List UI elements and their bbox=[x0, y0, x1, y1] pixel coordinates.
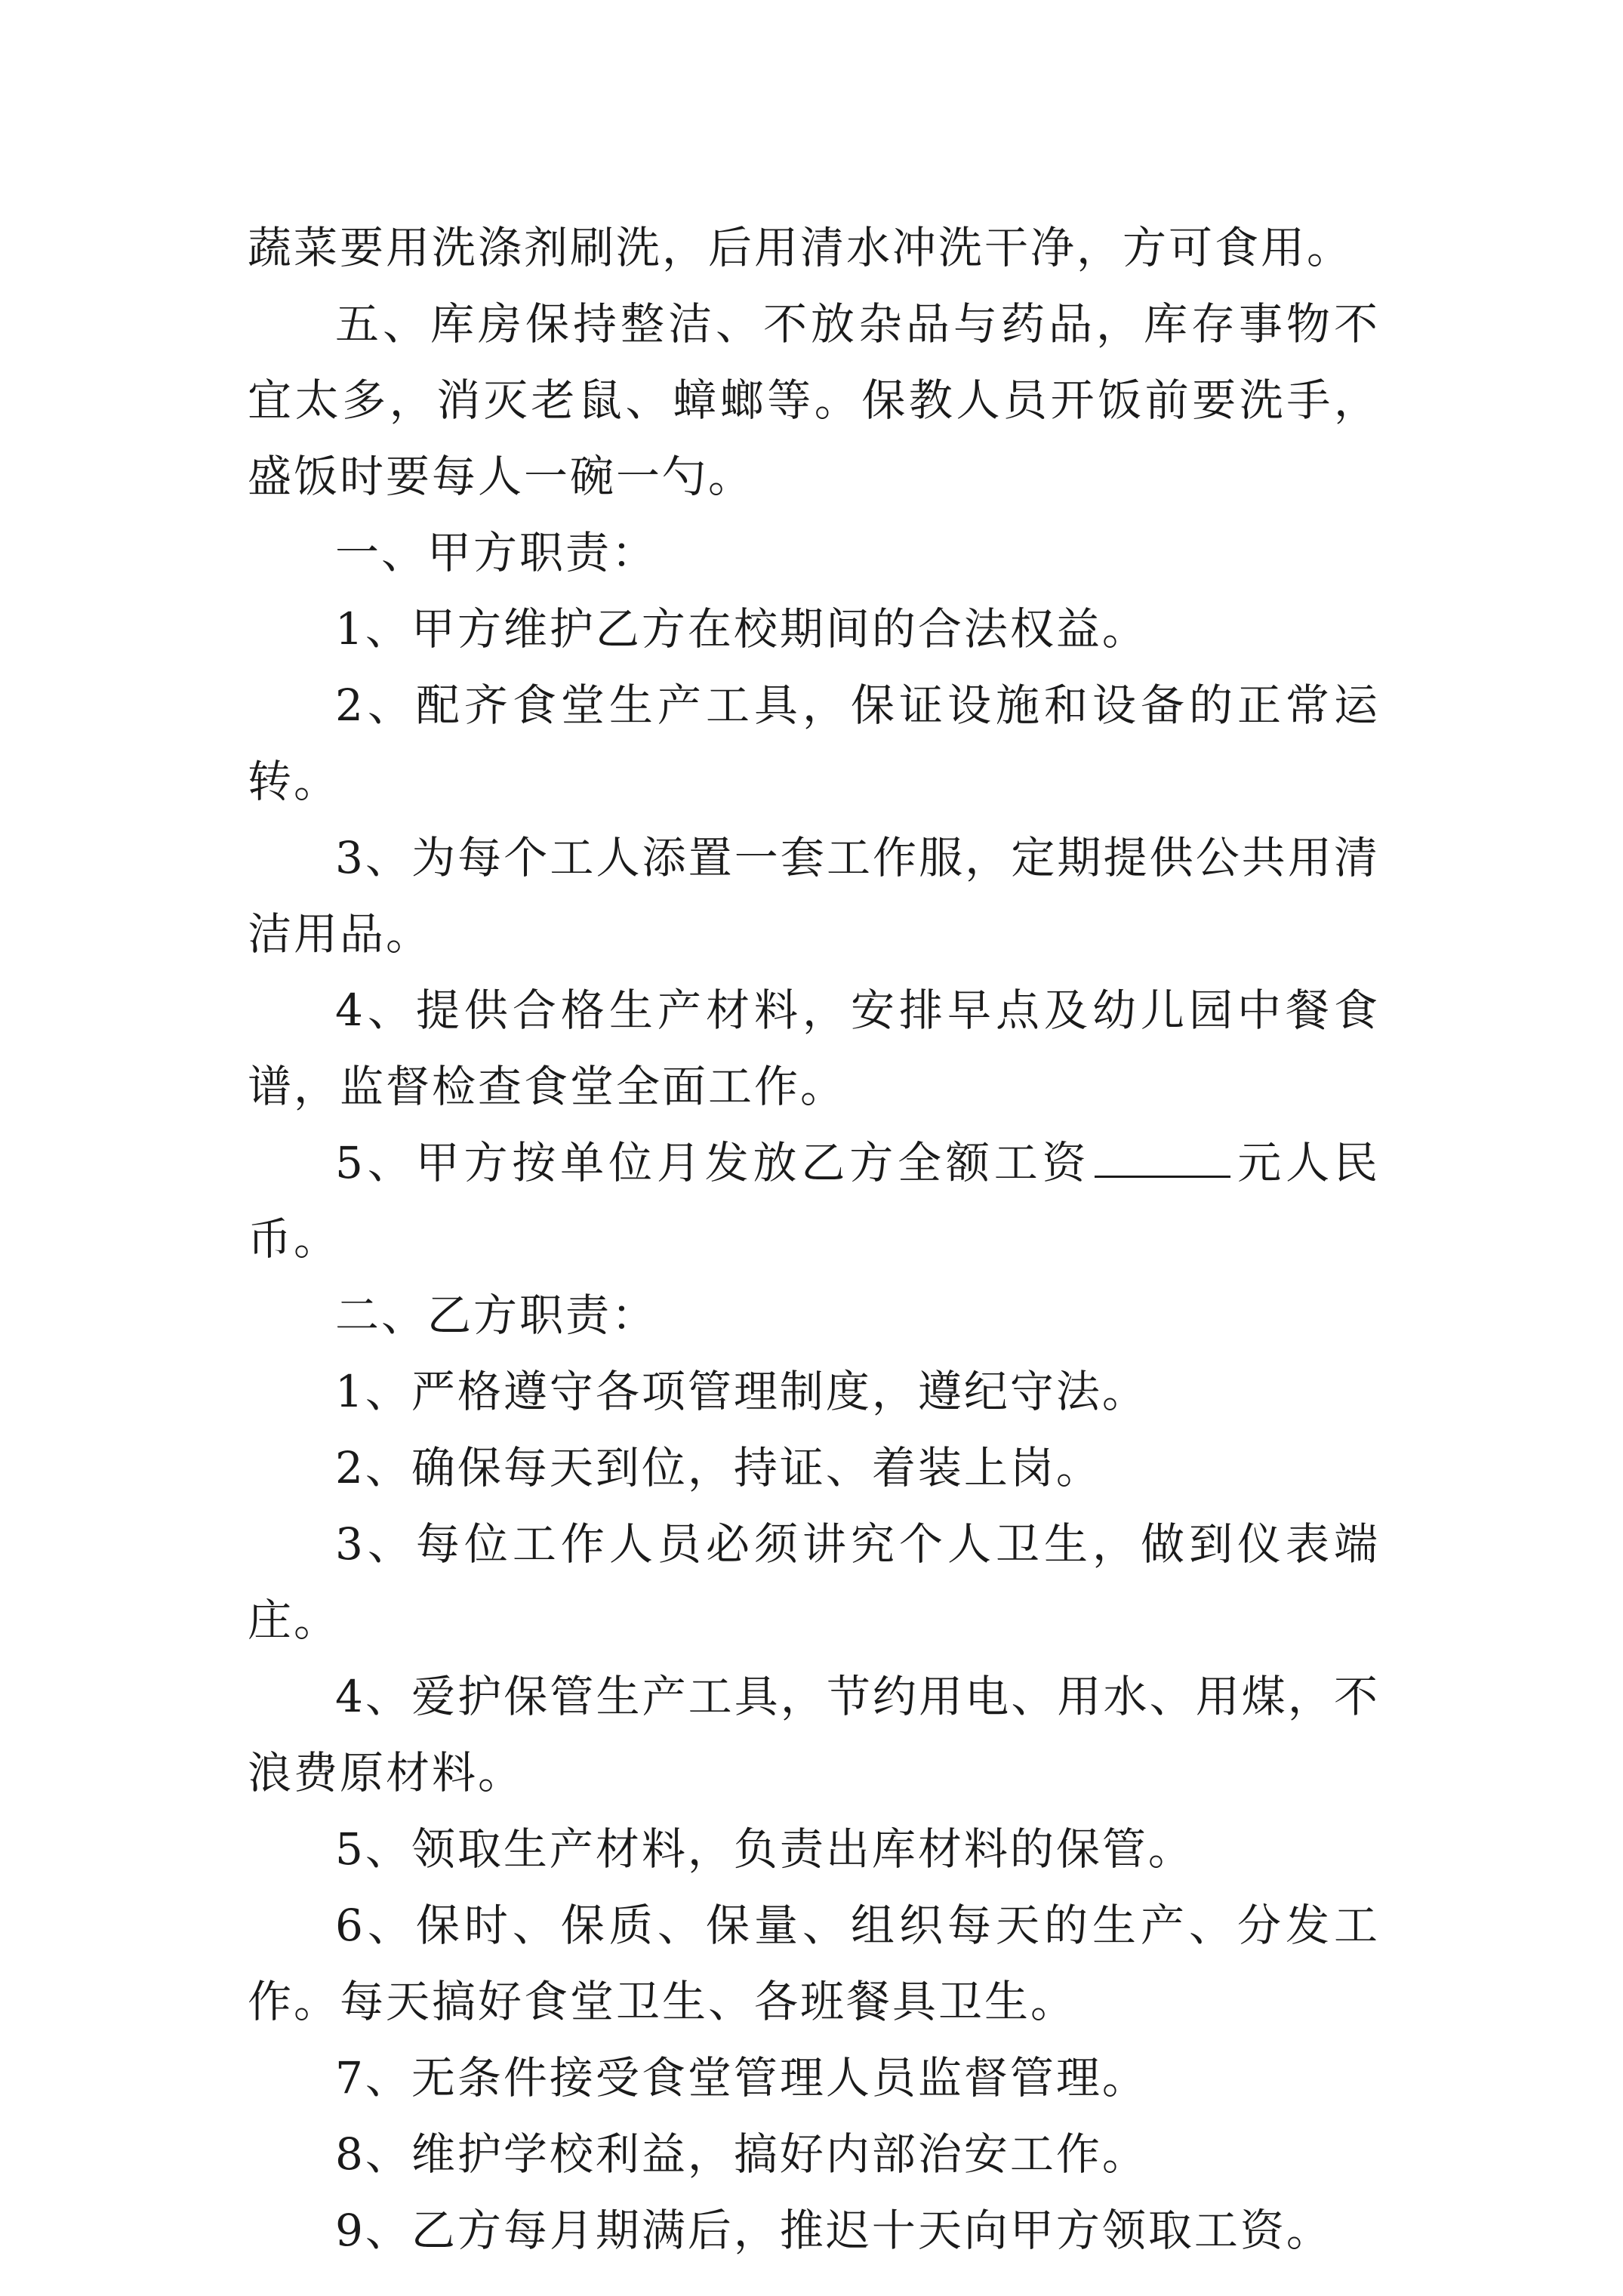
party-b-item-4: 4、爱护保管生产工具，节约用电、用水、用煤，不浪费原材料。 bbox=[248, 1671, 1380, 1798]
party-a-item-2: 2、配齐食堂生产工具，保证设施和设备的正常运转。 bbox=[248, 680, 1380, 807]
document-body bbox=[248, 210, 1380, 2269]
paragraph-vegetable-washing: 蔬菜要用洗涤剂刷洗，后用清水冲洗干净，方可食用。 bbox=[248, 222, 1354, 273]
party-b-item-5: 5、领取生产材料，负责出库材料的保管。 bbox=[335, 1823, 1194, 1875]
party-b-item-3: 3、每位工作人员必须讲究个人卫生，做到仪表端庄。 bbox=[248, 1518, 1380, 1646]
party-a-item-5-text-before: 5、甲方按单位月发放乙方全额工资 bbox=[335, 1137, 1091, 1188]
party-a-item-3: 3、为每个工人添置一套工作服，定期提供公共用清洁用品。 bbox=[248, 832, 1380, 960]
party-b-item-8: 8、维护学校利益，搞好内部治安工作。 bbox=[335, 2128, 1148, 2180]
heading-party-b-duties: 二、乙方职责： bbox=[335, 1290, 658, 1341]
party-b-item-6: 6、保时、保质、保量、组织每天的生产、分发工作。每天搞好食堂卫生、各班餐具卫生。 bbox=[248, 1900, 1380, 2027]
party-a-item-5-text-after: 元人民币。 bbox=[248, 1137, 1380, 1265]
party-b-item-7: 7、无条件接受食堂管理人员监督管理。 bbox=[335, 2052, 1148, 2103]
party-b-item-1: 1、严格遵守各项管理制度，遵纪守法。 bbox=[335, 1366, 1148, 1417]
paragraph-item-five-storage: 五、库房保持整洁、不放杂品与药品，库存事物不宜太多，消灭老鼠、蟑螂等。保教人员开饭前要洗手，盛饭时要每人一碗一勺。 bbox=[248, 298, 1380, 502]
party-b-item-9: 9、乙方每月期满后，推迟十天向甲方领取工资。 bbox=[335, 2205, 1332, 2256]
heading-party-a-duties: 一、甲方职责： bbox=[335, 527, 658, 578]
party-a-item-5 bbox=[248, 1125, 1380, 1277]
party-a-item-1: 1、甲方维护乙方在校期间的合法权益。 bbox=[335, 603, 1148, 655]
party-b-item-2: 2、确保每天到位，持证、着装上岗。 bbox=[335, 1442, 1102, 1493]
salary-blank-line bbox=[1095, 1136, 1230, 1178]
party-a-item-4: 4、提供合格生产材料，安排早点及幼儿园中餐食谱，监督检查食堂全面工作。 bbox=[248, 985, 1380, 1112]
